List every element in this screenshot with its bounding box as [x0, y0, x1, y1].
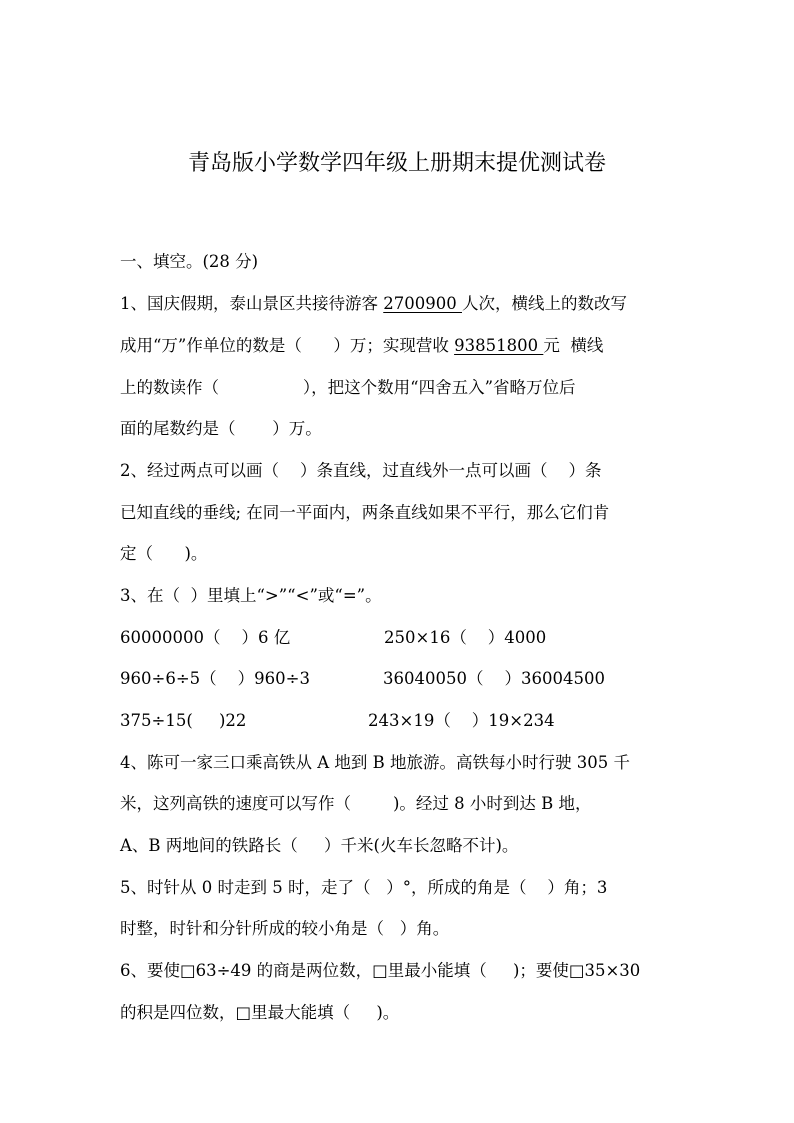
q1-line-4: 面的尾数约是（ ）万。	[120, 419, 322, 438]
q1-line-1	[120, 296, 627, 313]
q1-text-d: 元 横线	[543, 336, 604, 355]
q2-line-1: 2、经过两点可以画（ ）条直线，过直线外一点可以画（ ）条	[120, 461, 602, 480]
q3-row-2-left: 960÷6÷5（ ）960÷3	[120, 669, 310, 688]
q3-row-3-left: 375÷15( )22	[120, 711, 247, 730]
q1-text-c: 成用“万”作单位的数是（ ）万；实现营收	[120, 336, 455, 355]
q3-row-2-right: 36040050（ ）36004500	[383, 669, 605, 688]
q1-line-3: 上的数读作（ ），把这个数用“四舍五入”省略万位后	[120, 378, 576, 397]
q3-line-1: 3、在（ ）里填上“>”“<”或“=”。	[120, 586, 382, 605]
q4-line-2: 米，这列高铁的速度可以写作（ )。经过 8 小时到达 B 地，	[120, 794, 592, 813]
q6-line-2: 的积是四位数，□里最大能填（ )。	[120, 1003, 400, 1022]
q1-text-b: 人次，横线上的数改写	[461, 294, 627, 313]
q3-row-1-right: 250×16（ ）4000	[384, 628, 547, 647]
q5-line-2: 时整，时针和分针所成的较小角是（ ）角。	[120, 919, 450, 938]
q1-text-a: 1、国庆假期，泰山景区共接待游客	[120, 294, 384, 313]
q1-line-2	[120, 338, 603, 355]
q2-line-3: 定（ )。	[120, 544, 208, 563]
q1-visitors-number: 2700900	[383, 294, 462, 313]
q1-revenue-number: 93851800	[454, 336, 544, 355]
q3-row-3-right: 243×19（ ）19×234	[368, 711, 555, 730]
q4-line-3: A、B 两地间的铁路长（ ）千米(火车长忽略不计)。	[120, 836, 519, 855]
q6-line-1: 6、要使□63÷49 的商是两位数，□里最小能填（ )；要使□35×30	[120, 961, 641, 980]
page-title: 青岛版小学数学四年级上册期末提优测试卷	[187, 151, 606, 176]
q2-line-2: 已知直线的垂线; 在同一平面内，两条直线如果不平行，那么它们肯	[120, 503, 610, 522]
q4-line-1: 4、陈可一家三口乘高铁从 A 地到 B 地旅游。高铁每小时行驶 305 千	[120, 753, 631, 772]
q3-row-1-left: 60000000（ ）6 亿	[120, 628, 291, 647]
section-heading: 一、填空。(28 分)	[120, 252, 259, 271]
q5-line-1: 5、时针从 0 时走到 5 时，走了（ ）°，所成的角是（ ）角；3	[120, 878, 608, 897]
